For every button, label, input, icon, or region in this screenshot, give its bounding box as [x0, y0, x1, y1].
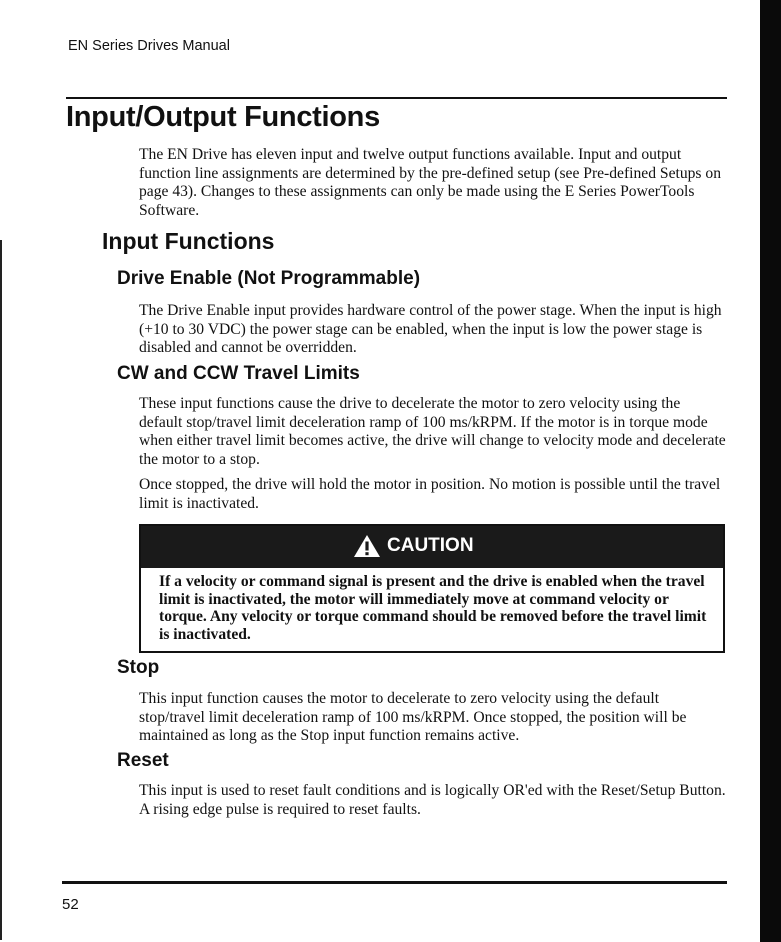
reset-paragraph: This input is used to reset fault conditions and is logically OR'ed with the Reset/Setup Button. A rising edge pulse is required to reset faults.	[139, 782, 726, 818]
page-number: 52	[62, 896, 79, 913]
scan-left-edge	[0, 240, 2, 940]
footer-rule	[62, 881, 727, 884]
caution-text: If a velocity or command signal is present and the drive is enabled when the travel limit is inactivated, the motor will immediately move at command velocity or torque. Any velocity or torque command should be removed before the travel limit is inactivated.	[159, 573, 707, 643]
travel-limits-heading: CW and CCW Travel Limits	[117, 363, 360, 384]
caution-title	[353, 534, 474, 558]
travel-limits-paragraph-1: These input functions cause the drive to decelerate the motor to zero velocity using the default stop/travel limit deceleration ramp of 100 ms/kRPM. If the motor is in torque mode when either travel limit becomes active, the drive will change to velocity mode and decelerate the motor to a stop.	[139, 395, 726, 468]
travel-limits-paragraph-2: Once stopped, the drive will hold the motor in position. No motion is possible until the travel limit is inactivated.	[139, 476, 721, 512]
stop-paragraph: This input function causes the motor to decelerate to zero velocity using the default stop/travel limit deceleration ramp of 100 ms/kRPM. Once stopped, the position will be maintained as long as the Stop input function remains active.	[139, 690, 687, 744]
reset-heading: Reset	[117, 750, 169, 771]
drive-enable-heading: Drive Enable (Not Programmable)	[117, 268, 421, 289]
drive-enable-paragraph: The Drive Enable input provides hardware control of the power stage. When the input is high (+10 to 30 VDC) the power stage can be enabled, when the input is low the power stage is disabled and cannot be overridden.	[139, 302, 722, 356]
section-title: Input Functions	[102, 228, 275, 254]
caution-label: CAUTION	[387, 535, 474, 556]
caution-box	[139, 524, 725, 653]
page-title: Input/Output Functions	[66, 101, 380, 133]
intro-paragraph: The EN Drive has eleven input and twelve output functions available. Input and output function line assignments are determined by the pre-defined setup (see Pre-defined Setups on page 43). Changes to these assignments can only be made using the E Series PowerTools Software.	[139, 146, 721, 219]
running-header: EN Series Drives Manual	[68, 38, 230, 54]
header-rule	[66, 97, 727, 99]
caution-header	[141, 526, 723, 568]
warning-triangle-icon	[353, 534, 381, 558]
scan-edge-bar	[760, 0, 781, 942]
stop-heading: Stop	[117, 657, 160, 678]
